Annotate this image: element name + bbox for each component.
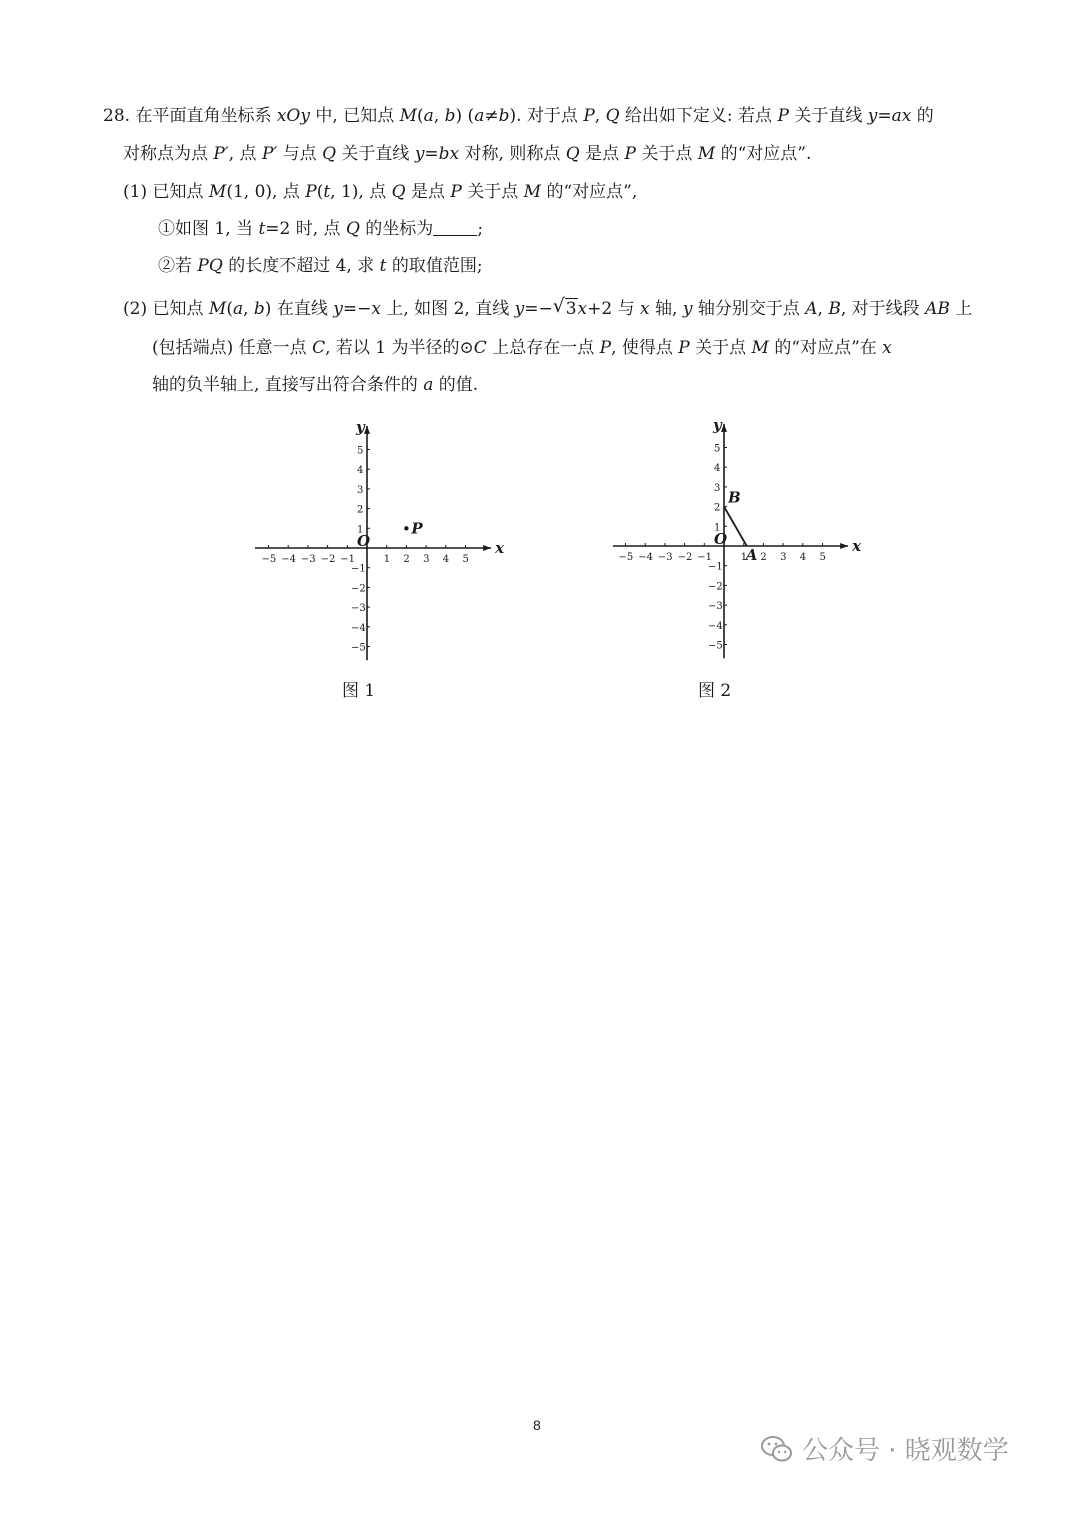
x-tick-label: −1 [340,554,356,565]
y-axis-label: y [713,416,722,434]
x-tick-label: −2 [677,552,693,563]
part2-line-3: 轴的负半轴上, 直接写出符合条件的 a 的值. [152,375,479,395]
x-tick-label: −5 [618,552,634,563]
answer-blank [433,219,477,236]
x-tick-label: −3 [657,552,673,563]
y-axis-arrow [364,426,370,434]
page-number: 8 [533,1417,541,1433]
y-tick-label: −4 [351,622,366,634]
point-P [404,526,408,530]
origin-label: O [357,532,371,550]
y-tick-label: −3 [708,601,723,613]
y-axis-label: y [356,418,365,436]
figure-2-caption: 图 2 [698,681,732,701]
y-tick-label: −4 [708,620,723,632]
x-tick-label: 2 [760,552,767,563]
part1-question-1: ①如图 1, 当 t=2 时, 点 Q 的坐标为 ; [158,219,484,239]
y-tick-label: −2 [708,581,723,593]
x-tick-label: 1 [383,554,391,565]
y-tick-label: −2 [351,583,366,595]
point-A-label: A [745,546,758,564]
watermark-text: 公众号 · 晓观数学 [802,1436,1009,1466]
y-tick-label: 3 [714,482,721,494]
x-axis-arrow [840,543,848,549]
x-tick-label: 3 [423,554,430,565]
y-tick-label: 1 [714,522,721,534]
x-tick-label: 4 [799,552,807,563]
part2-line-1: (2) 已知点 M(a, b) 在直线 y=−x 上, 如图 2, 直线 y=−√ 3x+2 与 x 轴, y 轴分别交于点 A, B, 对于线段 AB 上 [123,297,972,321]
y-tick-label: −5 [708,640,723,652]
x-axis-label: x [852,537,862,555]
part1-intro: (1) 已知点 M(1, 0), 点 P(t, 1), 点 Q 是点 P 关于点 M 的“对应点”, [123,182,638,202]
x-tick-label: −1 [697,552,713,563]
y-tick-label: 5 [714,443,721,455]
wechat-icon [760,1434,794,1464]
part2-line-2: (包括端点) 任意一点 C, 若以 1 为半径的⊙C 上总存在一点 P, 使得点 P 关于点 M 的“对应点”在 x [152,338,892,358]
y-tick-label: 1 [357,524,364,536]
figure-1-caption: 图 1 [342,681,376,701]
y-tick-label: −3 [351,603,366,615]
segment-AB [724,507,747,546]
figure-2-coordinate-plane [613,416,863,661]
x-tick-label: −4 [638,552,653,563]
part1-question-2: ②若 PQ 的长度不超过 4, 求 t 的取值范围; [158,256,483,276]
x-tick-label: −5 [261,554,277,565]
x-tick-label: 2 [403,554,410,565]
origin-label: O [714,530,728,548]
x-tick-label: 4 [442,554,450,565]
x-tick-label: 1 [740,552,748,563]
y-tick-label: 4 [357,465,364,477]
x-tick-label: −4 [281,554,296,565]
y-tick-label: 2 [357,504,364,516]
problem-line-2: 对称点为点 P′, 点 P′ 与点 Q 关于直线 y=bx 对称, 则称点 Q 是点 P 关于点 M 的“对应点”. [123,144,812,164]
x-tick-label: 5 [819,552,826,563]
x-tick-label: 5 [462,554,469,565]
x-axis-label: x [495,539,505,557]
sqrt-symbol: √ 3 [553,297,578,321]
problem-line-1: 28. 在平面直角坐标系 xOy 中, 已知点 M(a, b) (a≠b). 对于点 P, Q 给出如下定义: 若点 P 关于直线 y=ax 的 [103,106,934,126]
x-tick-label: −3 [300,554,316,565]
point-B-label: B [728,488,741,507]
y-tick-label: 4 [714,463,721,475]
x-tick-label: −2 [320,554,336,565]
y-tick-label: 3 [357,484,364,496]
x-tick-label: 3 [780,552,787,563]
x-axis-arrow [483,545,491,551]
y-tick-label: −1 [708,561,723,573]
y-axis-arrow [721,424,727,432]
y-tick-label: 5 [357,445,364,457]
y-tick-label: −5 [351,642,366,654]
watermark [760,1430,1009,1467]
figure-1-coordinate-plane [255,418,505,663]
y-tick-label: 2 [714,502,721,514]
y-tick-label: −1 [351,563,366,575]
point-P-label: P [411,519,423,538]
